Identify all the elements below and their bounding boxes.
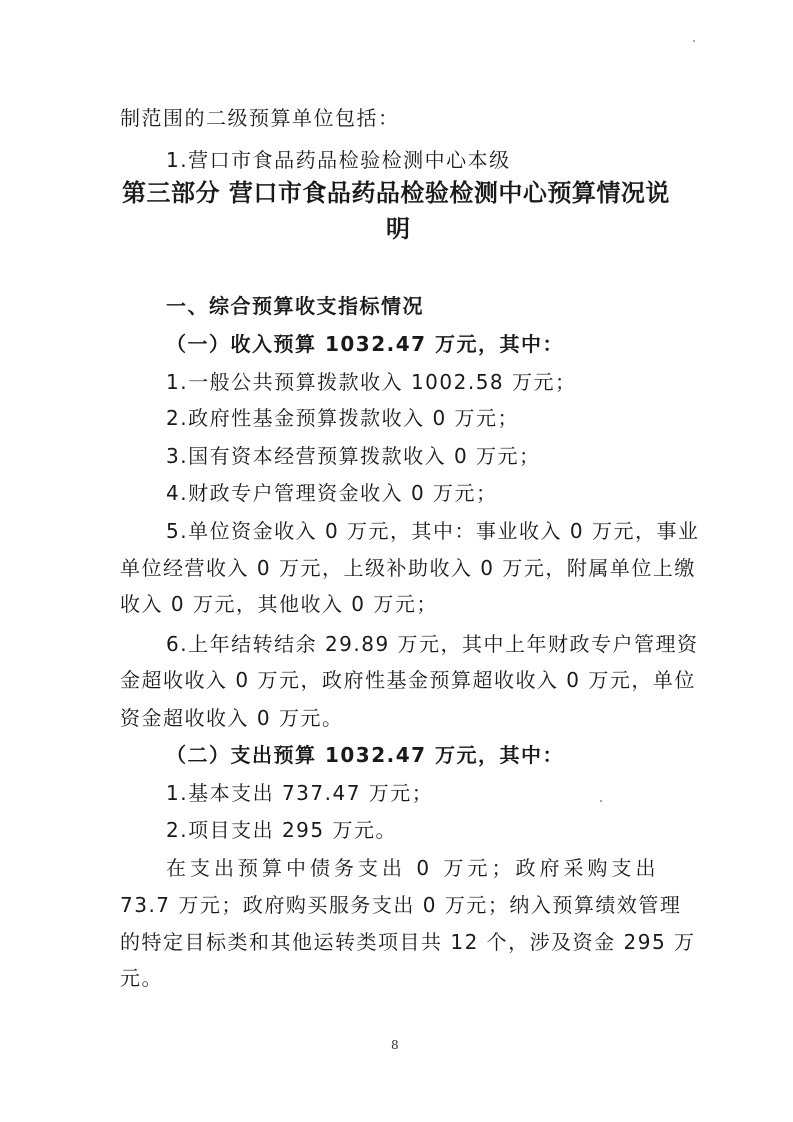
page-number: 8	[391, 1038, 399, 1052]
income-item-3: 3.国有资本经营预算拨款收入 0 万元；	[166, 444, 541, 468]
intro-line-1: 制范围的二级预算单位包括：	[120, 106, 400, 130]
scan-speck	[600, 800, 602, 802]
income-item-6-line-3: 资金超收收入 0 万元。	[120, 706, 344, 730]
part-title-line-2: 明	[386, 215, 411, 243]
expense-heading: （二）支出预算 1032.47 万元，其中：	[166, 743, 565, 767]
expense-para-line-3: 的特定目标类和其他运转类项目共 12 个，涉及资金 295 万	[120, 930, 696, 954]
income-item-6-line-1: 6.上年结转结余 29.89 万元，其中上年财政专户管理资	[166, 632, 699, 656]
expense-para-line-1: 在支出预算中债务支出 0 万元；政府采购支出	[166, 856, 660, 880]
intro-line-2: 1.营口市食品药品检验检测中心本级	[166, 148, 511, 172]
section-heading: 一、综合预算收支指标情况	[166, 294, 424, 318]
expense-para-line-4: 元。	[120, 966, 163, 990]
income-item-4: 4.财政专户管理资金收入 0 万元；	[166, 481, 498, 505]
expense-para-line-2: 73.7 万元；政府购买服务支出 0 万元；纳入预算绩效管理	[120, 893, 682, 917]
income-item-5-line-3: 收入 0 万元，其他收入 0 万元；	[120, 592, 438, 616]
income-item-1: 1.一般公共预算拨款收入 1002.58 万元；	[166, 370, 577, 394]
income-item-2: 2.政府性基金预算拨款收入 0 万元；	[166, 406, 520, 430]
expense-item-1: 1.基本支出 737.47 万元；	[166, 781, 434, 805]
expense-item-2: 2.项目支出 295 万元。	[166, 818, 397, 842]
income-item-5-line-2: 单位经营收入 0 万元，上级补助收入 0 万元，附属单位上缴	[120, 556, 696, 580]
scan-speck	[693, 40, 695, 42]
income-item-6-line-2: 金超收收入 0 万元，政府性基金预算超收收入 0 万元，单位	[120, 668, 696, 692]
income-heading: （一）收入预算 1032.47 万元，其中：	[166, 332, 565, 356]
income-item-5-line-1: 5.单位资金收入 0 万元，其中：事业收入 0 万元，事业	[166, 519, 700, 543]
part-title-line-1: 第三部分 营口市食品药品检验检测中心预算情况说	[122, 179, 670, 207]
